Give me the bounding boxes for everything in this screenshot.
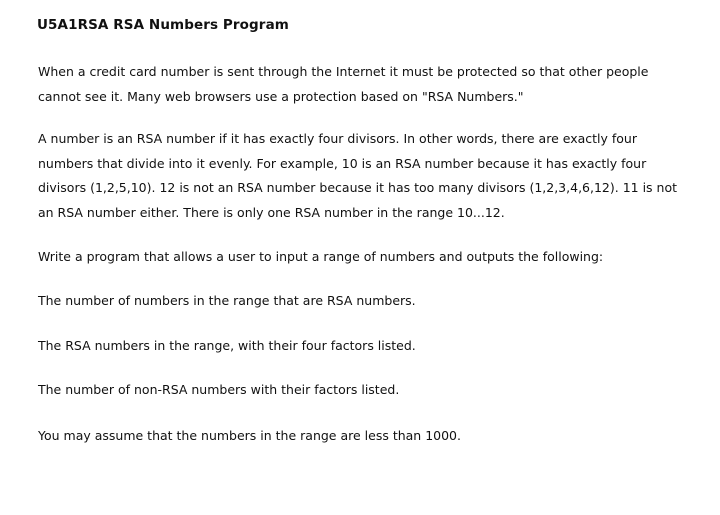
definition-line-4: an RSA number either. There is only one RSA number in the range 10...12. bbox=[38, 204, 505, 220]
definition-line-2: numbers that divide into it evenly. For example, 10 is an RSA number because it has exactly four bbox=[38, 155, 647, 171]
requirement-rsa-count-text: The number of numbers in the range that are RSA numbers. bbox=[38, 293, 416, 308]
definition-line-1: A number is an RSA number if it has exactly four divisors. In other words, there are exactly four bbox=[38, 131, 637, 146]
requirement-non-rsa-text: The number of non-RSA numbers with their factors listed. bbox=[38, 382, 400, 397]
requirement-rsa-count bbox=[38, 289, 688, 314]
assumption-paragraph bbox=[38, 424, 688, 449]
requirement-non-rsa bbox=[38, 378, 688, 403]
assumption-text: You may assume that the numbers in the range are less than 1000. bbox=[38, 428, 461, 443]
definition-line-3: divisors (1,2,5,10). 12 is not an RSA number because it has too many divisors (1,2,3,4,6,12). 11 is not bbox=[38, 180, 678, 195]
document-title: U5A1RSA RSA Numbers Program bbox=[37, 17, 289, 33]
intro-line-1: When a credit card number is sent through the Internet it must be protected so that other people bbox=[38, 64, 649, 79]
definition-paragraph bbox=[38, 127, 688, 225]
intro-paragraph bbox=[38, 60, 688, 109]
requirement-rsa-list bbox=[38, 334, 688, 359]
task-line: Write a program that allows a user to input a range of numbers and outputs the following: bbox=[38, 249, 604, 264]
requirement-rsa-list-text: The RSA numbers in the range, with their four factors listed. bbox=[38, 338, 416, 353]
intro-line-2: cannot see it. Many web browsers use a protection based on "RSA Numbers." bbox=[38, 88, 524, 104]
task-paragraph bbox=[38, 245, 688, 270]
